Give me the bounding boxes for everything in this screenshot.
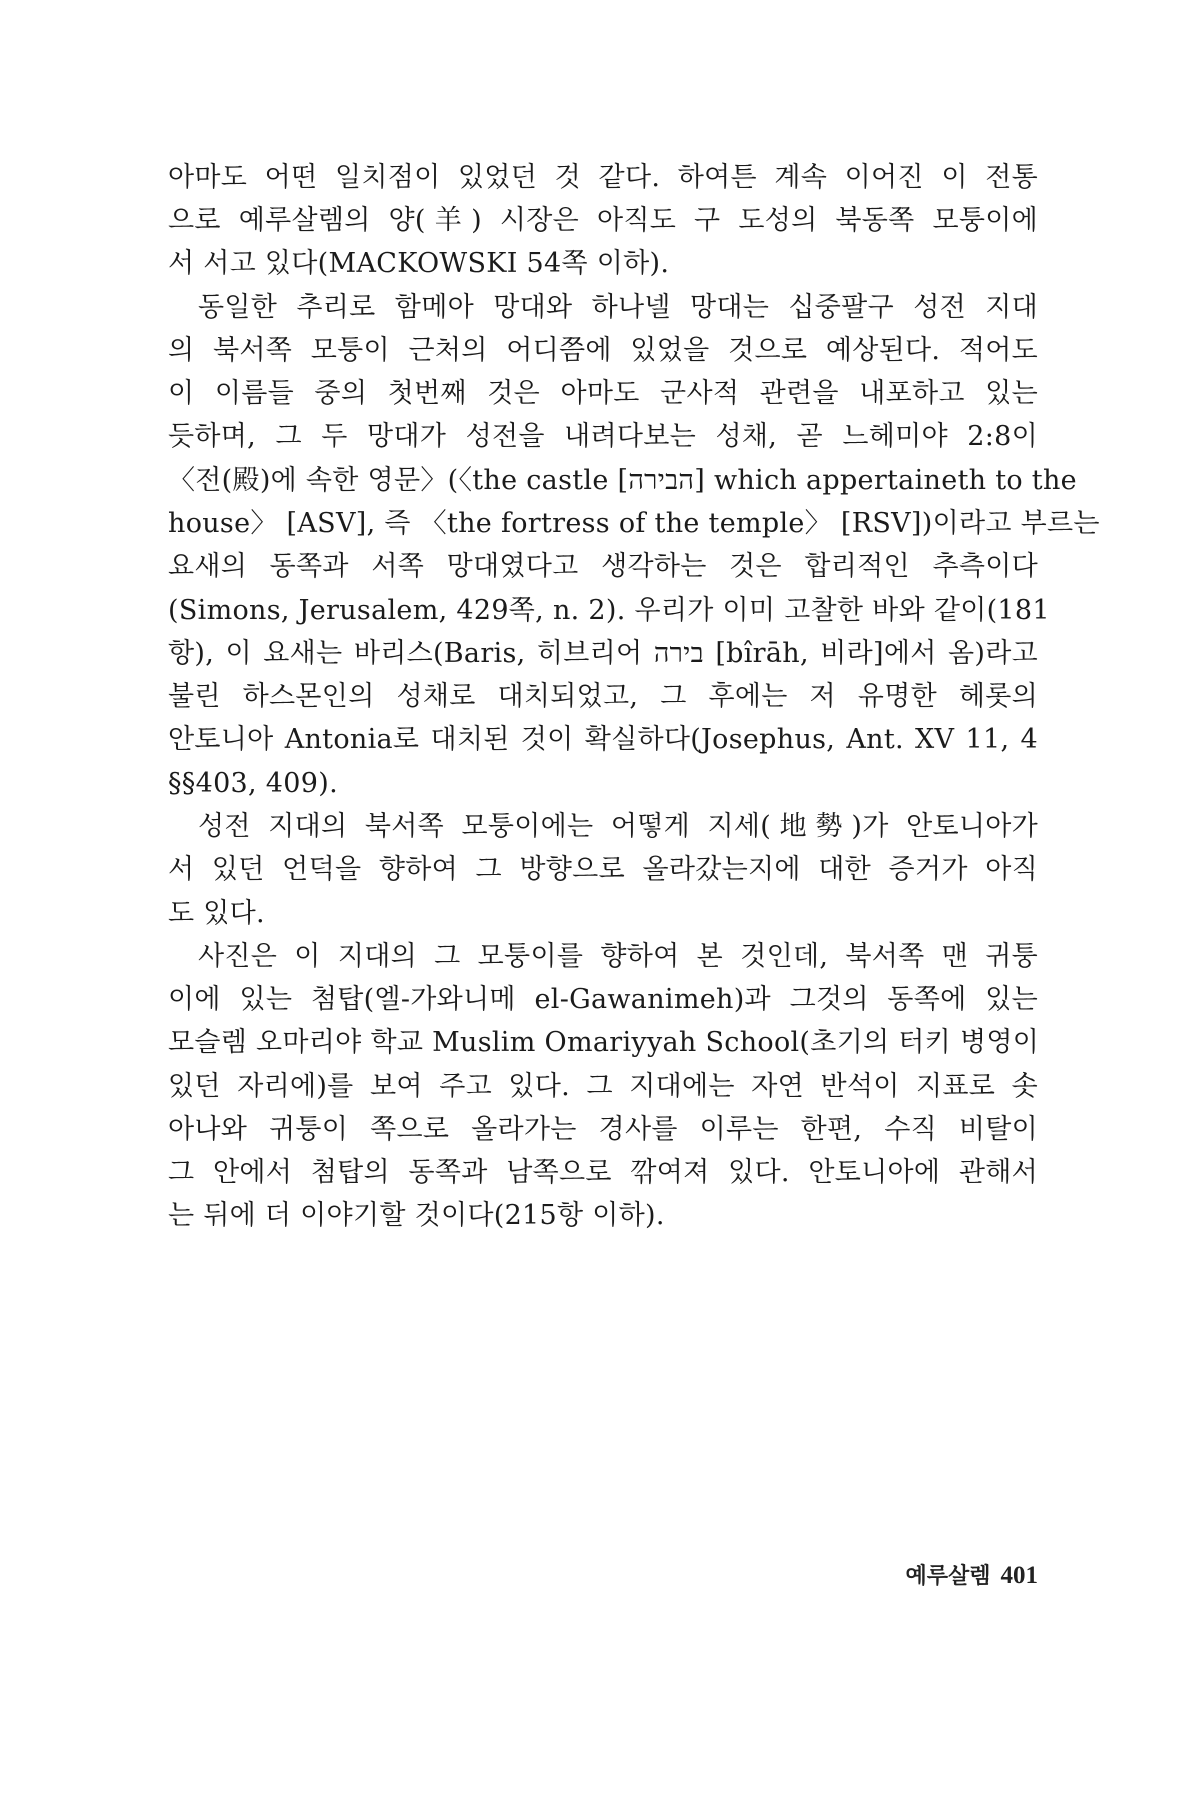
text-line: 〈전(殿)에 속한 영문〉(〈the castle [הבירה] which appertaineth to the: [168, 465, 1077, 496]
text-line: 모슬렘 오마리야 학교 Muslim Omariyyah School(초기의 터키 병영이: [168, 1027, 1040, 1058]
page-number: 401: [1000, 1562, 1038, 1589]
text-line: house〉 [ASV], 즉 〈the fortress of the temple〉 [RSV])이라고 부르는: [168, 508, 1100, 539]
text-line: 서 있던 언덕을 향하여 그 방향으로 올라갔는지에 대한 증거가 아직: [168, 854, 1038, 885]
text-line: 는 뒤에 더 이야기할 것이다(215항 이하).: [168, 1200, 665, 1231]
text-line: 서 서고 있다(MACKOWSKI 54쪽 이하).: [168, 248, 670, 279]
text-line: 아마도 어떤 일치점이 있었던 것 같다. 하여튼 계속 이어진 이 전통: [168, 162, 1038, 193]
page-footer: [905, 1556, 1038, 1596]
text-line: 안토니아 Antonia로 대치된 것이 확실하다(Josephus, Ant. XV 11, 4: [168, 724, 1038, 755]
text-line: 항), 이 요새는 바리스(Baris, 히브리어 בירה [bîrāh, 비라]에서 옴)라고: [168, 638, 1038, 669]
text-line: 이 이름들 중의 첫번째 것은 아마도 군사적 관련을 내포하고 있는: [168, 378, 1038, 409]
text-line: 사진은 이 지대의 그 모퉁이를 향하여 본 것인데, 북서쪽 맨 귀퉁: [198, 941, 1038, 972]
text-line: 의 북서쪽 모퉁이 근처의 어디쯤에 있었을 것으로 예상된다. 적어도: [168, 335, 1038, 366]
text-line: 이에 있는 첨탑(엘-가와니메 el-Gawanimeh)과 그것의 동쪽에 있는: [168, 984, 1038, 1015]
text-line: 아나와 귀퉁이 쪽으로 올라가는 경사를 이루는 한편, 수직 비탈이: [168, 1114, 1038, 1145]
running-title: 예루살렘: [905, 1564, 991, 1589]
text-line: 불린 하스몬인의 성채로 대치되었고, 그 후에는 저 유명한 헤롯의: [168, 681, 1038, 712]
text-line: (Simons, Jerusalem, 429쪽, n. 2). 우리가 이미 고찰한 바와 같이(181: [168, 595, 1050, 626]
text-line: 으로 예루살렘의 양(羊) 시장은 아직도 구 도성의 북동쪽 모퉁이에: [168, 205, 1038, 236]
text-line: 있던 자리에)를 보여 주고 있다. 그 지대에는 자연 반석이 지표로 솟: [168, 1071, 1038, 1102]
text-line: 요새의 동쪽과 서쪽 망대였다고 생각하는 것은 합리적인 추측이다: [168, 551, 1038, 582]
text-line: §§403, 409).: [168, 768, 338, 799]
text-line: 듯하며, 그 두 망대가 성전을 내려다보는 성채, 곧 느헤미야 2:8이: [168, 421, 1038, 452]
text-line: 도 있다.: [168, 898, 265, 929]
text-line: 그 안에서 첨탑의 동쪽과 남쪽으로 깎여져 있다. 안토니아에 관해서: [168, 1157, 1038, 1188]
text-line: 동일한 추리로 함메아 망대와 하나넬 망대는 십중팔구 성전 지대: [198, 292, 1038, 323]
text-line: 성전 지대의 북서쪽 모퉁이에는 어떻게 지세(地勢)가 안토니아가: [198, 811, 1038, 842]
